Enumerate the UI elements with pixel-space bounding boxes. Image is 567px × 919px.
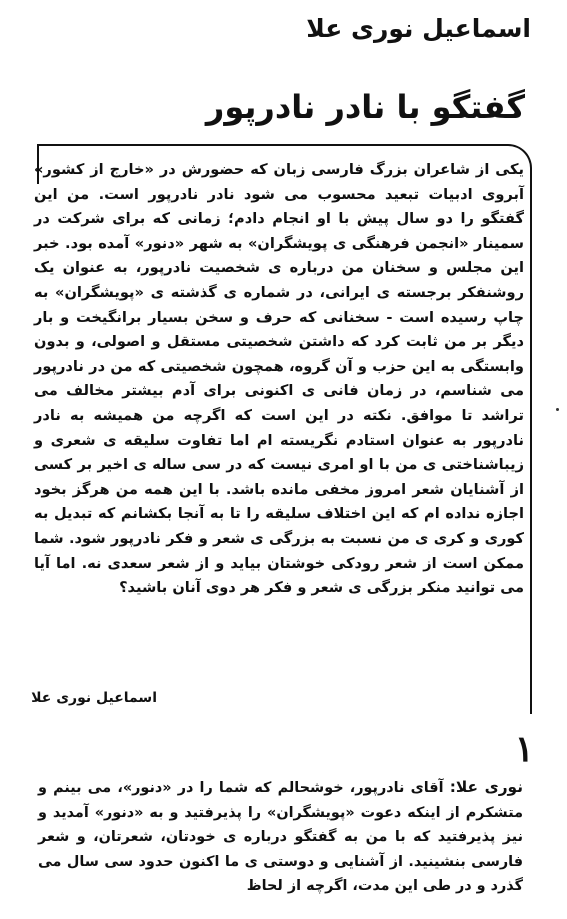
author-name-header: اسماعیل نوری علا bbox=[306, 14, 531, 43]
interview-paragraph-text: آقای نادرپور، خوشحالم که شما را در «دنور»، می بینم و متشکرم از اینکه دعوت «پویشگران» را پذیرفتید و به «دنور» آمدید و نیز پذیرفتید که با من به گفتگو درباره ی خودتان، شعرتان، و شعر فارسی بنشینید. از آشنایی و دوستی ی ما اکنون حدود سی سال می گذرد و در طی این مدت، اگرچه از لحاظ bbox=[38, 780, 523, 894]
margin-mark bbox=[556, 408, 559, 411]
section-number: ۱ bbox=[514, 728, 534, 770]
intro-paragraph bbox=[34, 158, 524, 601]
interview-paragraph bbox=[38, 775, 523, 899]
speaker-label: نوری علا: bbox=[449, 778, 523, 796]
intro-signature: اسماعیل نوری علا bbox=[31, 690, 157, 706]
article-title: گفتگو با نادر نادرپور bbox=[205, 88, 525, 126]
intro-paragraph-text: یکی از شاعران بزرگ فارسی زبان که حضورش در «خارج از کشور» آبروی ادبیات تبعید محسوب می شود نادر نادرپور است. من این گفتگو را دو سال پیش با او انجام دادم؛ زمانی که برای شرکت در سمینار «انجمن فرهنگی ی پویشگران» به شهر «دنور» آمده بود. خبر این مجلس و سخنان من درباره ی شخصیت نادرپور، به عنوان یک روشنفکر برجسته ی ایرانی، در شماره ی گذشته ی «پویشگران» به چاپ رسیده است - سخنانی که حرف و سخن بسیار برانگیخت و بار دیگر بر من ثابت کرد که داشتن شخصیتی مستقل و اصولی، و بدون وابستگی به این حزب و آن گروه، همچون شخصیتی که من در نادرپور می شناسم، در زمان فانی ی اکنونی برای آدم بیشتر مخالف می تراشد تا موافق. نکته در این است که اگرچه من همیشه به نادر نادرپور به عنوان استادم نگریسته ام اما تفاوت سلیقه ی شعری و زیباشناختی ی من با او امری نیست که در سی ساله ی اخیر بر کسی از آشنایان شعر امروز مخفی مانده باشد. با این همه من هرگز بخود اجازه نداده ام که این اختلاف سلیقه را تا به آنجا بکشانم که تبدیل به کوری و کری ی من نسبت به بزرگی ی شعر و فکر نادرپور شود. شما ممکن است از شعر رودکی خوشتان بیاید و از شعر سعدی نه. اما آیا می توانید منکر بزرگی ی شعر و فکر هر دوی آنان باشید؟ bbox=[34, 161, 524, 597]
